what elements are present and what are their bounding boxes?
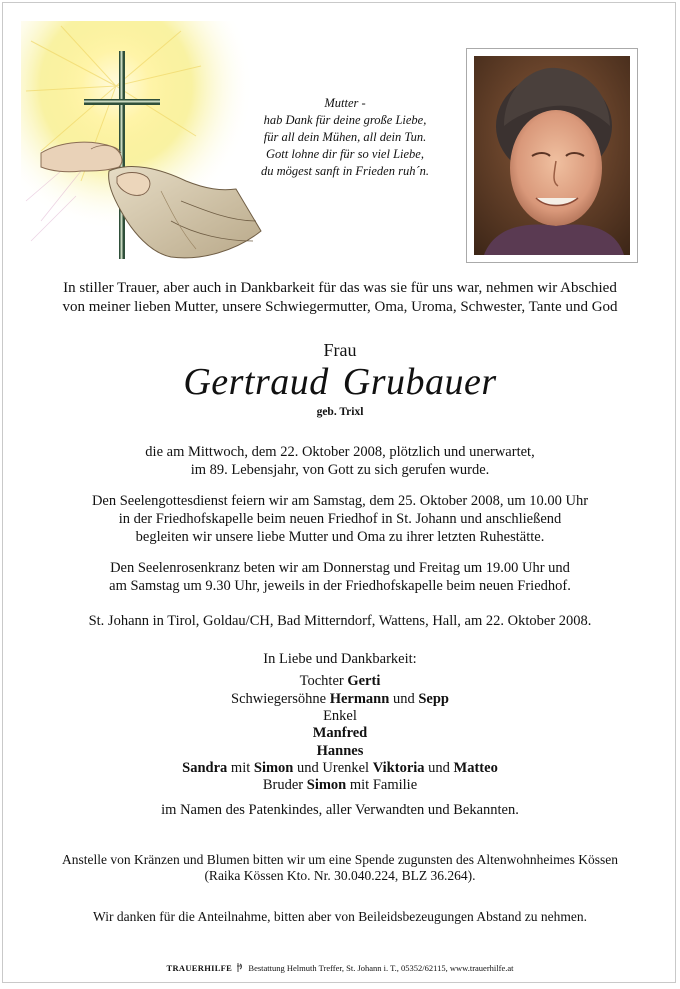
last-name: Grubauer [342,361,497,403]
footer-text: Bestattung Helmuth Treffer, St. Johann i. T., 05352/62115, www.trauerhilfe.at [248,963,514,973]
poem-line: du mögest sanft in Frieden ruh´n. [260,164,430,178]
rosary-line: Den Seelenrosenkranz beten wir am Donnerstag und Freitag um 19.00 Uhr und [110,560,570,576]
brother-name: Simon [306,777,347,793]
donation-line: Anstelle von Kränzen und Blumen bitten wir um eine Spende zugunsten des Altenwohnheimes Kössen [61,852,619,867]
mourner-brother: Bruder Simon mit Familie [262,777,418,793]
first-name: Gertraud [183,361,329,403]
poem-line: Mutter - [324,96,366,110]
memorial-poem [235,95,455,180]
obituary-page [2,2,676,983]
son-in-law-name: Hermann [329,691,390,707]
poem-line: Gott lohne dir für so viel Liebe, [266,147,424,161]
service-line: Den Seelengottesdienst feiern wir am Samstag, dem 25. Oktober 2008, um 10.00 Uhr [91,493,589,509]
poem-line: hab Dank für deine große Liebe, [263,113,427,127]
daughter-name: Gerti [347,673,381,689]
death-line: die am Mittwoch, dem 22. Oktober 2008, plötzlich und unerwartet, [145,444,535,460]
grandchild-name: Manfred [312,725,368,741]
intro-line: von meiner lieben Mutter, unsere Schwiegermutter, Oma, Uroma, Schwester, Tante und God [62,298,618,315]
service-line: begleiten wir unsere liebe Mutter und Oma zu ihrer letzten Ruhestätte. [135,529,545,545]
salutation: Frau [323,340,357,360]
trauerhilfe-logo-icon [236,963,244,972]
death-notice [3,443,677,479]
mourner-grandchild-family: Sandra mit Simon und Urenkel Viktoria und Matteo [182,760,498,776]
thanks-note: Wir danken für die Anteilnahme, bitten aber von Beileidsbezeugungen Abstand zu nehmen. [93,909,587,924]
donation-line: (Raika Kössen Kto. Nr. 30.040.224, BLZ 36.264). [204,868,476,883]
birth-name: geb. Trixl [316,406,364,418]
son-in-law-name: Sepp [418,691,449,707]
donation-request [3,852,677,884]
mourners-heading: In Liebe und Dankbarkeit: [263,651,417,667]
portrait-photo [474,56,630,255]
rosary-line: am Samstag um 9.30 Uhr, jeweils in der Friedhofskapelle beim neuen Friedhof. [109,578,571,594]
funeral-service [3,492,677,546]
footer-brand: TRAUERHILFE [166,963,233,973]
rosary-notice [3,559,677,595]
death-line: im 89. Lebensjahr, von Gott zu sich gerufen wurde. [190,462,490,478]
grandchild-name: Hannes [316,743,364,759]
intro-text [3,279,677,316]
deceased-name [3,360,677,404]
mourner-sons-in-law: Schwiegersöhne Hermann und Sepp [231,691,449,707]
place-date: St. Johann in Tirol, Goldau/CH, Bad Mitterndorf, Wattens, Hall, am 22. Oktober 2008. [88,613,592,629]
mourner-daughter: Tochter Gerti [299,673,381,689]
poem-line: für all dein Mühen, all dein Tun. [263,130,427,144]
service-line: in der Friedhofskapelle beim neuen Friedhof in St. Johann und anschließend [118,511,562,527]
mourners-closing: im Namen des Patenkindes, aller Verwandten und Bekannten. [161,802,519,818]
portrait-frame [466,48,638,263]
footer [3,963,677,973]
intro-line: In stiller Trauer, aber auch in Dankbarkeit für das was sie für uns war, nehmen wir Abschied [63,280,617,296]
cross-hands-artwork [21,21,271,283]
grandchildren-label: Enkel [323,708,357,724]
